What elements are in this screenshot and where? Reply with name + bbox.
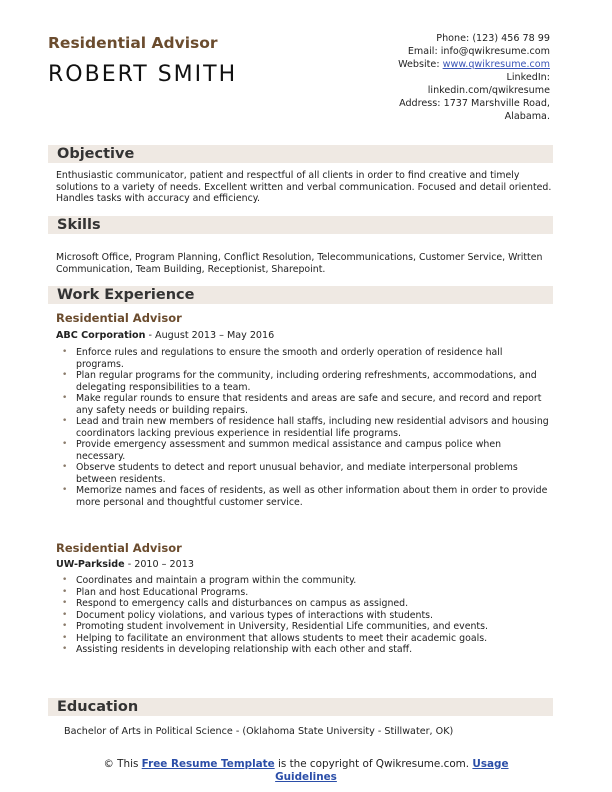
job-1-role: Residential Advisor: [56, 311, 182, 325]
list-item: • Plan and host Educational Programs.: [62, 587, 552, 599]
list-item: • Helping to facilitate an environment that allows students to meet their academic goals.: [62, 633, 552, 645]
job-2-company: UW-Parkside - 2010 – 2013: [56, 559, 194, 570]
work-heading-bar: [48, 286, 553, 304]
work-heading: Work Experience: [57, 287, 195, 303]
contact-block: [320, 32, 550, 123]
usage-guidelines-link-line2[interactable]: Guidelines: [275, 771, 337, 783]
job-2-role: Residential Advisor: [56, 541, 182, 555]
contact-phone: Phone: (123) 456 78 99: [436, 33, 550, 44]
contact-linkedin: linkedin.com/qwikresume: [427, 85, 550, 96]
education-heading: Education: [57, 699, 139, 715]
list-item: • Coordinates and maintain a program within the community.: [62, 575, 552, 587]
list-item: • Observe students to detect and report unusual behavior, and mediate interpersonal problems between residents.: [62, 462, 552, 485]
list-item: • Memorize names and faces of residents, as well as other information about them in order to provide more personal and thoughtful customer service.: [62, 485, 552, 508]
usage-guidelines-link[interactable]: Usage: [472, 758, 509, 770]
website-link[interactable]: www.qwikresume.com: [442, 59, 550, 70]
list-item: • Assisting residents in developing relationship with each other and staff.: [62, 644, 552, 656]
contact-website: Website: www.qwikresume.com: [398, 59, 550, 70]
list-item: • Enforce rules and regulations to ensure the smooth and orderly operation of residence hall programs.: [62, 347, 552, 370]
list-item: • Provide emergency assessment and summon medical assistance and campus police when necessary.: [62, 439, 552, 462]
contact-address-line2: Alabama.: [504, 111, 550, 122]
footer-copyright: © This Free Resume Template is the copyright of Qwikresume.com. Usage Guidelines: [103, 758, 509, 783]
list-item: • Make regular rounds to ensure that residents and areas are safe and secure, and record and report any safety needs or building repairs.: [62, 393, 552, 416]
education-text: Bachelor of Arts in Political Science - (Oklahoma State University - Stillwater, OK): [64, 726, 454, 737]
job-1-company: ABC Corporation - August 2013 – May 2016: [56, 330, 275, 341]
job-1-bullets: [62, 347, 552, 508]
job-2-bullets: [62, 575, 552, 656]
candidate-name: ROBERT SMITH: [48, 62, 238, 87]
skills-heading-bar: [48, 216, 553, 234]
list-item: • Document policy violations, and various types of interactions with students.: [62, 610, 552, 622]
contact-linkedin-label: LinkedIn:: [506, 72, 550, 83]
list-item: • Respond to emergency calls and disturbances on campus as assigned.: [62, 598, 552, 610]
list-item: • Plan regular programs for the community, including ordering refreshments, accommodations, and delegating responsibilities to a team.: [62, 370, 552, 393]
contact-address: Address: 1737 Marshville Road,: [399, 98, 550, 109]
contact-email: Email: info@qwikresume.com: [407, 46, 550, 57]
free-resume-template-link[interactable]: Free Resume Template: [141, 758, 275, 770]
list-item: • Lead and train new members of residence hall staffs, including new residential advisors and housing coordinators lacking previous experience in residential life programs.: [62, 416, 552, 439]
skills-text: Microsoft Office, Program Planning, Conflict Resolution, Telecommunications, Customer Service, Written Communication, Team Building, Receptionist, Sharepoint.: [56, 252, 543, 275]
objective-heading: Objective: [57, 146, 135, 162]
education-heading-bar: [48, 698, 553, 716]
header-job-title: Residential Advisor: [48, 34, 218, 52]
objective-text: Enthusiastic communicator, patient and respectful of all clients in order to find creative and timely solutions to a variety of needs. Excellent written and verbal communication. Focused and detail oriented. Handles tasks with accuracy and efficiency.: [56, 170, 552, 204]
objective-heading-bar: [48, 145, 553, 163]
list-item: • Promoting student involvement in University, Residential Life communities, and events.: [62, 621, 552, 633]
skills-heading: Skills: [57, 217, 101, 233]
